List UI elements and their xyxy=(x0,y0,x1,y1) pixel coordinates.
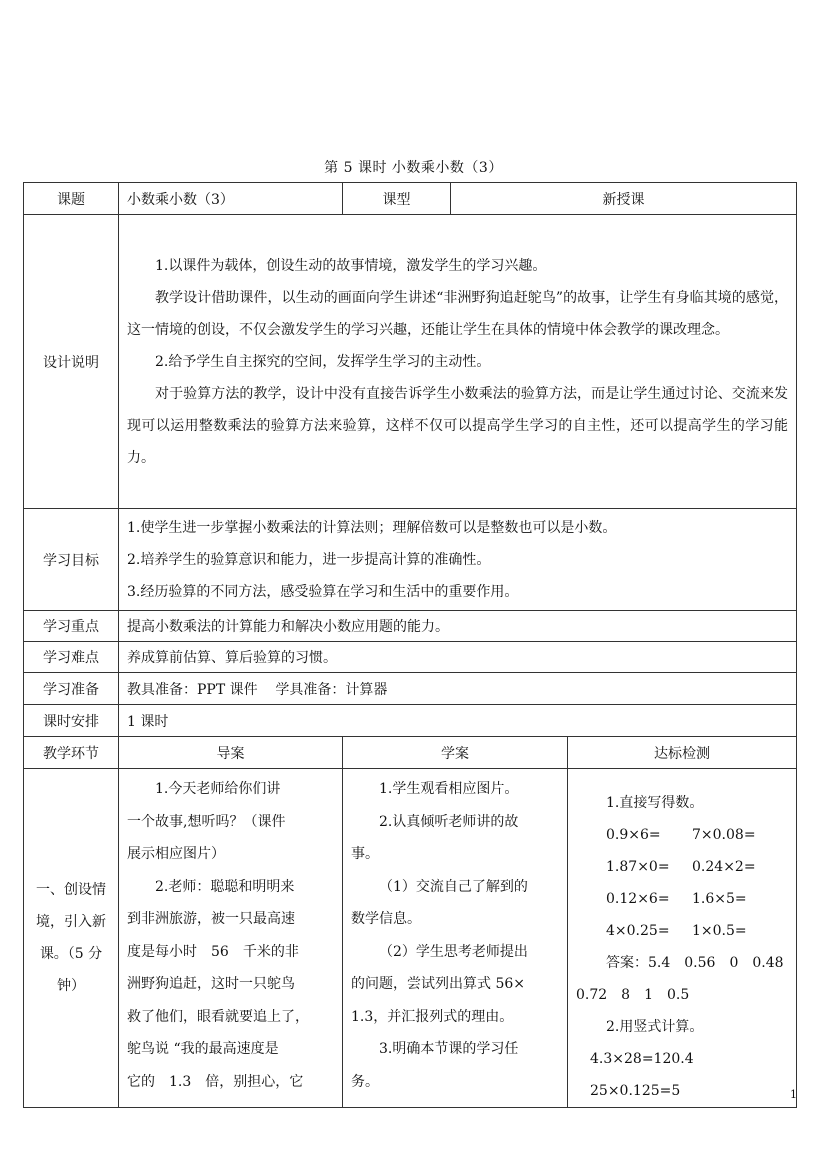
goal-item: 3.经历验算的不同方法，感受验算在学习和生活中的重要作用。 xyxy=(127,583,519,600)
study-line: 2.认真倾听老师讲的故 xyxy=(379,813,519,830)
goals-content xyxy=(119,509,797,611)
guide-line: 展示相应图片） xyxy=(127,846,225,862)
study-line: 数学信息。 xyxy=(351,911,422,927)
study-line: （2）学生思考老师提出 xyxy=(379,943,528,960)
calc-item: 4×0.25= xyxy=(606,923,670,939)
design-paragraph: 教学设计借助课件，以生动的画面向学生讲述“非洲野狗追赶鸵鸟”的故事，让学生有身临其境的感觉，这一情境的创设，不仅会激发学生的学习兴趣，还能让学生在具体的情境中体会教学的课改理念。 xyxy=(127,289,789,338)
design-paragraph: 对于验算方法的教学，设计中没有直接告诉学生小数乘法的验算方法，而是让学生通过讨论、交流来发现可以运用整数乘法的验算方法来验算，这样不仅可以提高学生学习的自主性，还可以提高学生的学习能力。 xyxy=(127,385,789,466)
difficulty-label: 学习难点 xyxy=(24,642,119,673)
calc-item: 0.12×6= xyxy=(606,891,670,907)
stage1-label-line: 境，引入新 xyxy=(36,914,106,930)
difficulty-row xyxy=(24,642,797,673)
study-line: （1）交流自己了解到的 xyxy=(379,878,528,895)
study-line: 1.3，并汇报列式的理由。 xyxy=(351,1008,514,1025)
design-label: 设计说明 xyxy=(24,215,119,509)
design-paragraph: 2.给予学生自主探究的空间，发挥学生学习的主动性。 xyxy=(155,353,491,370)
guide-line: 到非洲旅游，被一只最高速 xyxy=(127,911,295,927)
stage1-row xyxy=(24,769,797,1108)
page-number: 1 xyxy=(790,1088,797,1101)
guide-line: 度是每小时 56 千米的非 xyxy=(127,943,299,960)
stage1-check xyxy=(568,769,797,1108)
guide-line: 洲野狗追赶，这时一只鸵鸟 xyxy=(127,976,295,992)
calc-row xyxy=(576,851,790,883)
prep-row xyxy=(24,673,797,705)
page-title: 第 5 课时 小数乘小数（3） xyxy=(324,160,503,176)
guide-line: 救了他们，眼看就要追上了， xyxy=(127,1008,309,1025)
guide-line: 一个故事,想听吗？（课件 xyxy=(127,813,286,830)
answer-line: 答案：5.4 0.56 0 0.48 xyxy=(606,955,784,971)
stage1-guide xyxy=(119,769,343,1108)
calc-row xyxy=(576,819,790,851)
guide-line: 鸵鸟说 “我的最高速度是 xyxy=(127,1041,279,1057)
check-heading: 2.用竖式计算。 xyxy=(606,1019,704,1035)
lesson-type-label: 课型 xyxy=(343,183,451,215)
answer-line: 0.72 8 1 0.5 xyxy=(576,987,690,1003)
study-line: 1.学生观看相应图片。 xyxy=(379,781,519,797)
schedule-row xyxy=(24,705,797,737)
calc-item: 0.24×2= xyxy=(692,859,756,875)
design-paragraph: 1.以课件为载体，创设生动的故事情境，激发学生的学习兴趣。 xyxy=(155,257,547,274)
calc-item: 0.9×6= xyxy=(606,827,661,843)
guide-line: 2.老师：聪聪和明明来 xyxy=(155,878,295,895)
prep-value: 教具准备：PPT 课件 学具准备：计算器 xyxy=(119,673,797,705)
stage-header: 教学环节 xyxy=(24,737,119,769)
study-line: 的问题，尝试列出算式 56× xyxy=(351,976,526,992)
study-line: 事。 xyxy=(351,846,380,862)
design-content xyxy=(119,215,797,509)
study-line: 务。 xyxy=(351,1073,380,1090)
stage1-label-line: 课。（5 分 xyxy=(39,946,103,962)
calc-item: 1.87×0= xyxy=(606,859,670,875)
lesson-plan-table xyxy=(23,182,797,1108)
study-header: 学案 xyxy=(343,737,568,769)
schedule-value: 1 课时 xyxy=(119,705,797,737)
check-heading: 1.直接写得数。 xyxy=(606,795,704,811)
schedule-label: 课时安排 xyxy=(24,705,119,737)
guide-line: 它的 1.3 倍，别担心，它 xyxy=(127,1073,304,1090)
calc-row xyxy=(576,915,790,947)
topic-value: 小数乘小数（3） xyxy=(119,183,343,215)
key-point-label: 学习重点 xyxy=(24,611,119,642)
guide-line: 1.今天老师给你们讲 xyxy=(155,781,281,797)
key-point-row xyxy=(24,611,797,642)
check-header: 达标检测 xyxy=(568,737,797,769)
topic-label: 课题 xyxy=(24,183,119,215)
goal-item: 2.培养学生的验算意识和能力，进一步提高计算的准确性。 xyxy=(127,551,491,568)
study-line: 3.明确本节课的学习任 xyxy=(379,1041,519,1057)
goals-label: 学习目标 xyxy=(24,509,119,611)
prep-label: 学习准备 xyxy=(24,673,119,705)
lesson-type-value: 新授课 xyxy=(451,183,797,215)
section-header-row xyxy=(24,737,797,769)
topic-row xyxy=(24,183,797,215)
calc-item: 1×0.5= xyxy=(692,923,747,939)
design-row xyxy=(24,215,797,509)
calc-item: 7×0.08= xyxy=(692,827,756,843)
guide-header: 导案 xyxy=(119,737,343,769)
difficulty-value: 养成算前估算、算后验算的习惯。 xyxy=(119,642,797,673)
stage1-label-line: 钟） xyxy=(57,978,85,994)
calc-item: 1.6×5= xyxy=(692,891,747,907)
key-point-value: 提高小数乘法的计算能力和解决小数应用题的能力。 xyxy=(119,611,797,642)
goals-row xyxy=(24,509,797,611)
calc-row xyxy=(576,883,790,915)
goal-item: 1.使学生进一步掌握小数乘法的计算法则；理解倍数可以是整数也可以是小数。 xyxy=(127,519,617,536)
stage1-label xyxy=(24,769,119,1108)
stage1-label-line: 一、创设情 xyxy=(36,882,106,898)
stage1-study xyxy=(343,769,568,1108)
vertical-calc: 4.3×28=120.4 25×0.125=5 xyxy=(590,1051,708,1099)
